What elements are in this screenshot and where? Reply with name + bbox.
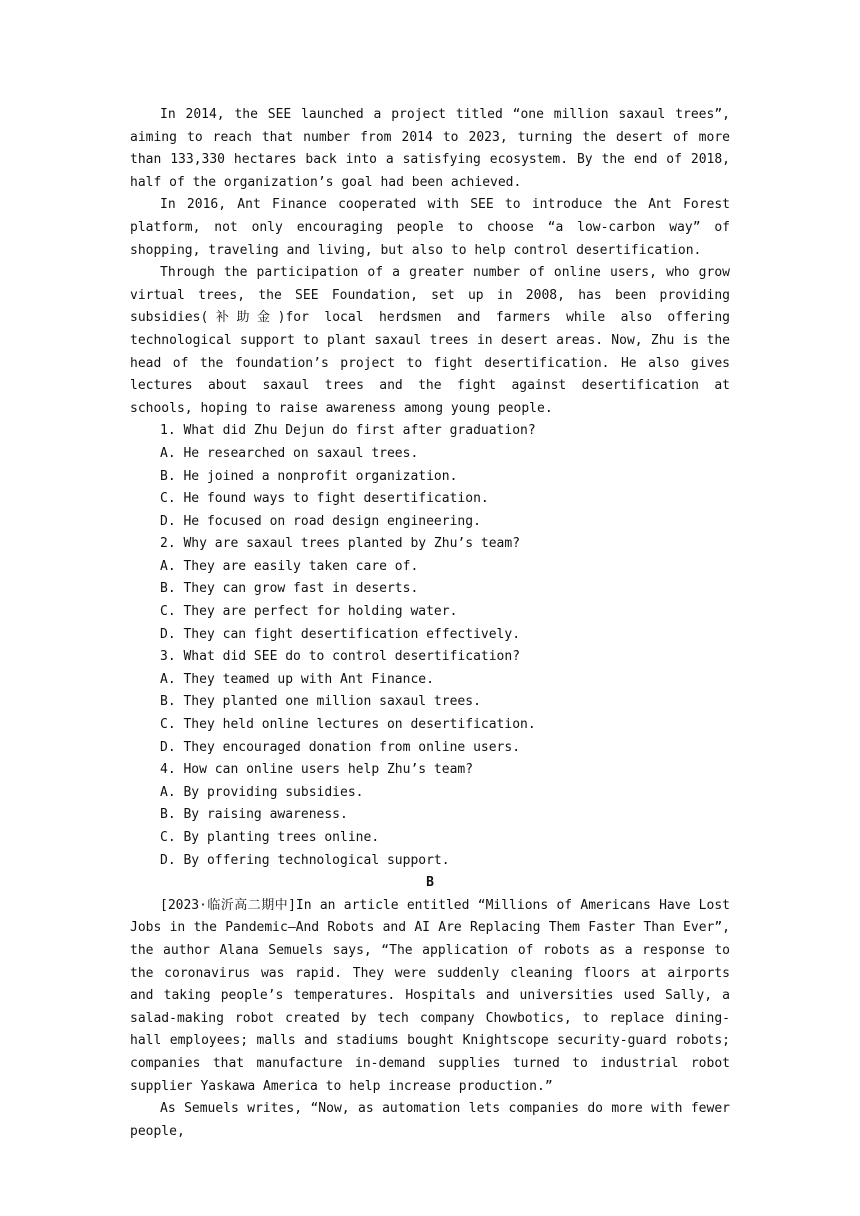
option-b: B. By raising awareness. xyxy=(160,807,348,823)
option-b: B. He joined a nonprofit organization. xyxy=(160,468,458,484)
option-a: A. They teamed up with Ant Finance. xyxy=(160,671,434,687)
option-a: A. He researched on saxaul trees. xyxy=(160,445,419,461)
paragraph-online-users: Through the participation of a greater number of online users, who grow virtual trees, the SEE Foundation, set up in 2008, has been providing subsidies(补助金)for local herdsmen and farmers while also offering technological support to plant saxaul trees in desert areas. Now, Zhu is the head of the foundation’s project to fight desertification. He also gives lectures about saxaul trees and the fight against desertification at schools, hoping to raise awareness among young people. xyxy=(130,265,730,416)
paragraph-ant-finance: In 2016, Ant Finance cooperated with SEE to introduce the Ant Forest platform, not only encouraging people to choose “a low-carbon way” of shopping, traveling and living, but also to help control desertification. xyxy=(130,197,730,258)
document-content xyxy=(130,104,730,1143)
option-b: B. They can grow fast in deserts. xyxy=(160,581,419,597)
question-stem: 3. What did SEE do to control desertification? xyxy=(160,649,521,665)
option-a: A. They are easily taken care of. xyxy=(160,558,419,574)
option-d: D. By offering technological support. xyxy=(160,852,450,868)
paragraph-robots-article: [2023·临沂高二期中]In an article entitled “Millions of Americans Have Lost Jobs in the Pandemic—And Robots and AI Are Replacing Them Faster Than Ever”, the author Alana Semuels says, “The application of robots as a response to the coronavirus was rapid. They were suddenly cleaning floors at airports and taking people’s temperatures. Hospitals and universities used Sally, a salad-making robot created by tech company Chowbotics, to replace dining-hall employees; malls and stadiums bought Knightscope security-guard robots; companies that manufacture in-demand supplies turned to industrial robot supplier Yaskawa America to help increase production.” xyxy=(130,897,730,1094)
option-c: C. By planting trees online. xyxy=(160,830,380,845)
option-c: C. He found ways to fight desertification. xyxy=(160,491,489,507)
question-stem: 1. What did Zhu Dejun do first after graduation? xyxy=(160,423,536,439)
option-d: D. They encouraged donation from online users. xyxy=(160,739,521,755)
option-d: D. He focused on road design engineering. xyxy=(160,513,481,529)
question-4 xyxy=(130,759,730,872)
option-c: C. They held online lectures on desertification. xyxy=(160,717,536,733)
question-3 xyxy=(130,646,730,759)
option-a: A. By providing subsidies. xyxy=(160,784,364,800)
paragraph-semuels-quote: As Semuels writes, “Now, as automation lets companies do more with fewer people, xyxy=(130,1101,730,1139)
paragraph-see-project: In 2014, the SEE launched a project titled “one million saxaul trees”, aiming to reach that number from 2014 to 2023, turning the desert of more than 133,330 hectares back into a satisfying ecosystem. By the end of 2018, half of the organization’s goal had been achieved. xyxy=(130,107,730,190)
question-stem: 2. Why are saxaul trees planted by Zhu’s team? xyxy=(160,536,521,552)
question-2 xyxy=(130,533,730,646)
question-stem: 4. How can online users help Zhu’s team? xyxy=(160,762,474,778)
option-d: D. They can fight desertification effectively. xyxy=(160,626,521,642)
option-b: B. They planted one million saxaul trees. xyxy=(160,694,481,710)
option-c: C. They are perfect for holding water. xyxy=(160,604,458,620)
question-1 xyxy=(130,420,730,533)
section-heading-b: B xyxy=(426,875,434,891)
